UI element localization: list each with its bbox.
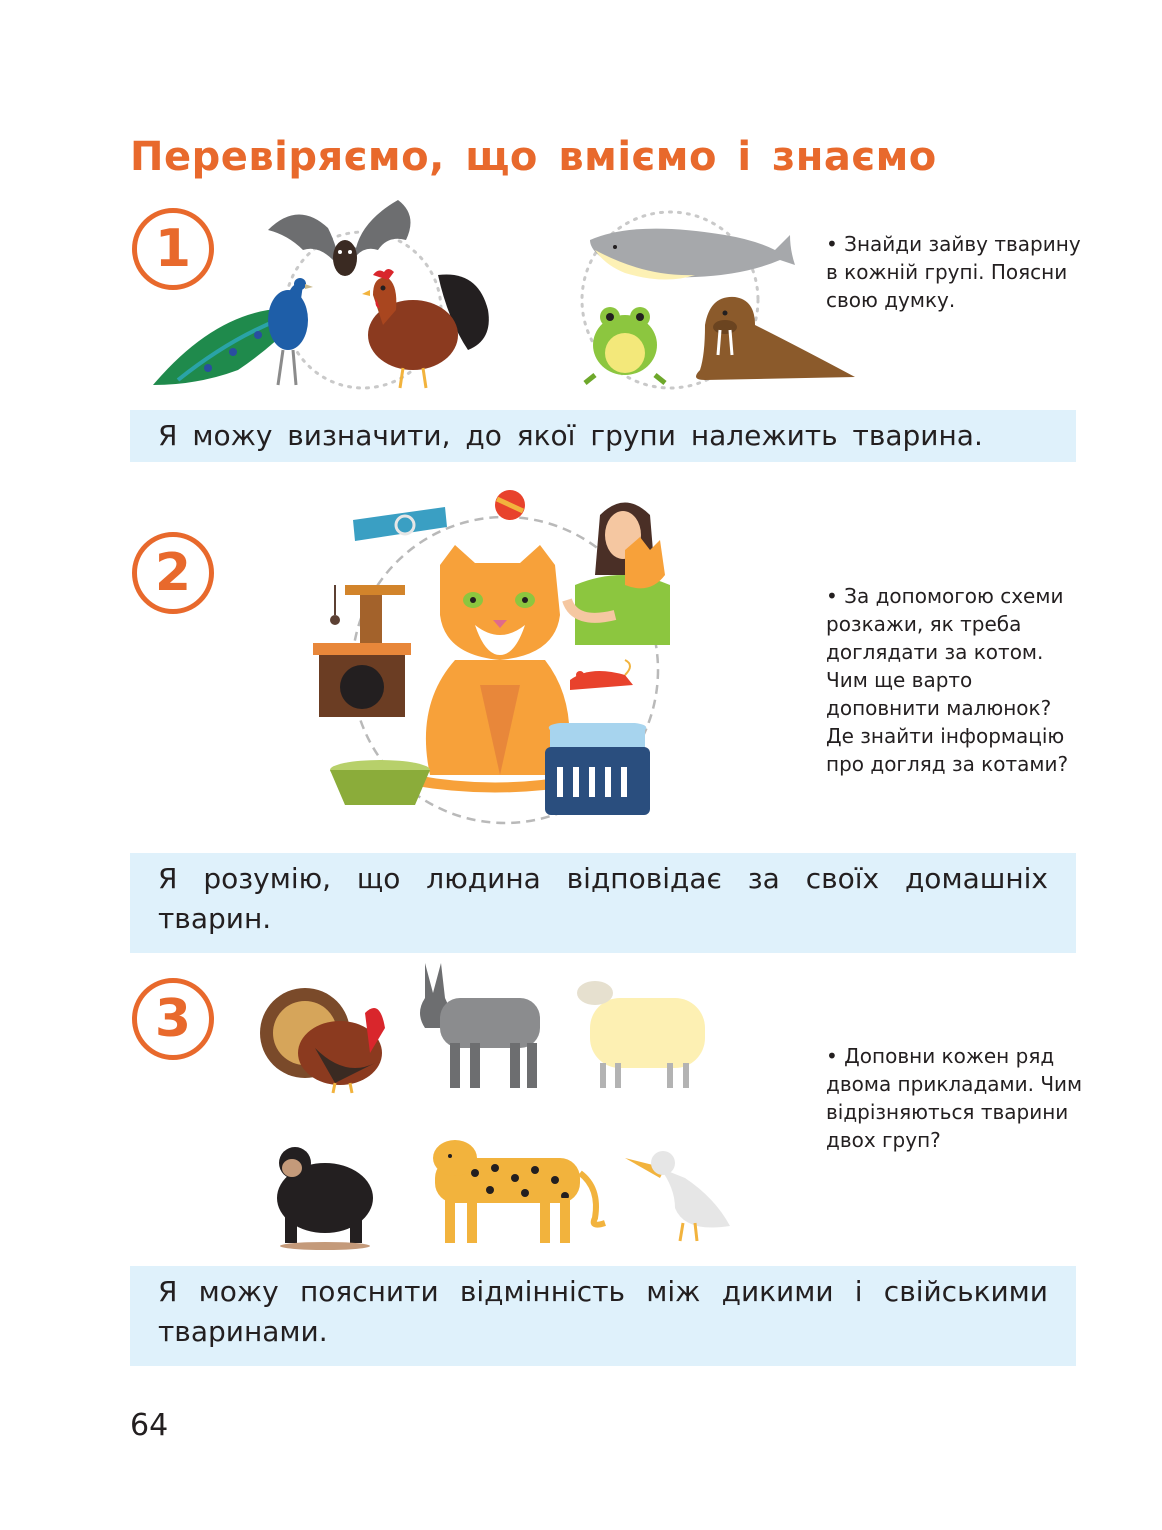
task-2-line: про догляд за котами?: [826, 752, 1069, 776]
task-3-text: [826, 1042, 1082, 1154]
skill-band-3: [130, 1266, 1076, 1366]
task-2-line: доповнити малюнок?: [826, 696, 1052, 720]
task-1-line: свою думку.: [826, 288, 956, 312]
skill-band-2-line: Я розумію, що людина відповідає за своїх домашніх: [158, 862, 1048, 895]
donkey-icon: [420, 963, 540, 1088]
woman-with-cat-icon: [567, 503, 670, 646]
animal-group-2: [575, 205, 865, 390]
skill-band-3-line: Я можу пояснити відмінність між дикими і свійськими: [158, 1275, 1048, 1308]
task-number-2: 2: [132, 532, 214, 614]
page-number: 64: [130, 1408, 169, 1443]
page-title: Перевіряємо, що вміємо і знаємо: [130, 134, 937, 180]
task-1-text: [826, 230, 1081, 314]
task-3-line: двох груп?: [826, 1128, 941, 1152]
skill-band-2-line: тварин.: [158, 902, 272, 935]
task-3-line: відрізняються тварини: [826, 1100, 1069, 1124]
task-2-line: доглядати за котом.: [826, 640, 1044, 664]
task-2-line: розкажи, як треба: [826, 612, 1022, 636]
bat-icon: [268, 200, 411, 276]
turkey-icon: [260, 988, 385, 1093]
scratching-post-icon: [313, 585, 411, 717]
task-2-line: • За допомогою схеми: [826, 584, 1064, 608]
ball-icon: [495, 490, 525, 520]
task-1-line: в кожній групі. Поясни: [826, 260, 1068, 284]
frog-icon: [585, 307, 665, 383]
peacock-icon: [153, 278, 313, 385]
chimpanzee-icon: [277, 1147, 373, 1250]
pet-carrier-icon: [545, 723, 650, 815]
animal-group-1: [148, 200, 508, 400]
task-2-text: [826, 582, 1068, 778]
skill-band-1-line: Я можу визначити, до якої групи належить тварина.: [158, 419, 983, 452]
cat-care-scheme: [305, 485, 685, 830]
task-1-line: • Знайди зайву тварину: [826, 232, 1081, 256]
pelican-icon: [625, 1151, 730, 1241]
task-number-3: 3: [132, 978, 214, 1060]
task-3-line: двома прикладами. Чим: [826, 1072, 1083, 1096]
whale-icon: [590, 229, 795, 280]
animal-rows: [255, 958, 745, 1253]
skill-band-1: [130, 410, 1076, 462]
skill-band-2: [130, 853, 1076, 953]
task-3-line: • Доповни кожен ряд: [826, 1044, 1055, 1068]
sheep-icon: [577, 981, 705, 1088]
jaguar-icon: [433, 1140, 605, 1243]
task-2-line: Де знайти інформацію: [826, 724, 1065, 748]
skill-band-3-line: тваринами.: [158, 1315, 328, 1348]
rooster-icon: [362, 269, 489, 388]
task-number-1: 1: [132, 208, 214, 290]
toy-mouse-icon: [570, 660, 633, 690]
task-2-line: Чим ще варто: [826, 668, 973, 692]
food-bowl-icon: [330, 760, 430, 805]
